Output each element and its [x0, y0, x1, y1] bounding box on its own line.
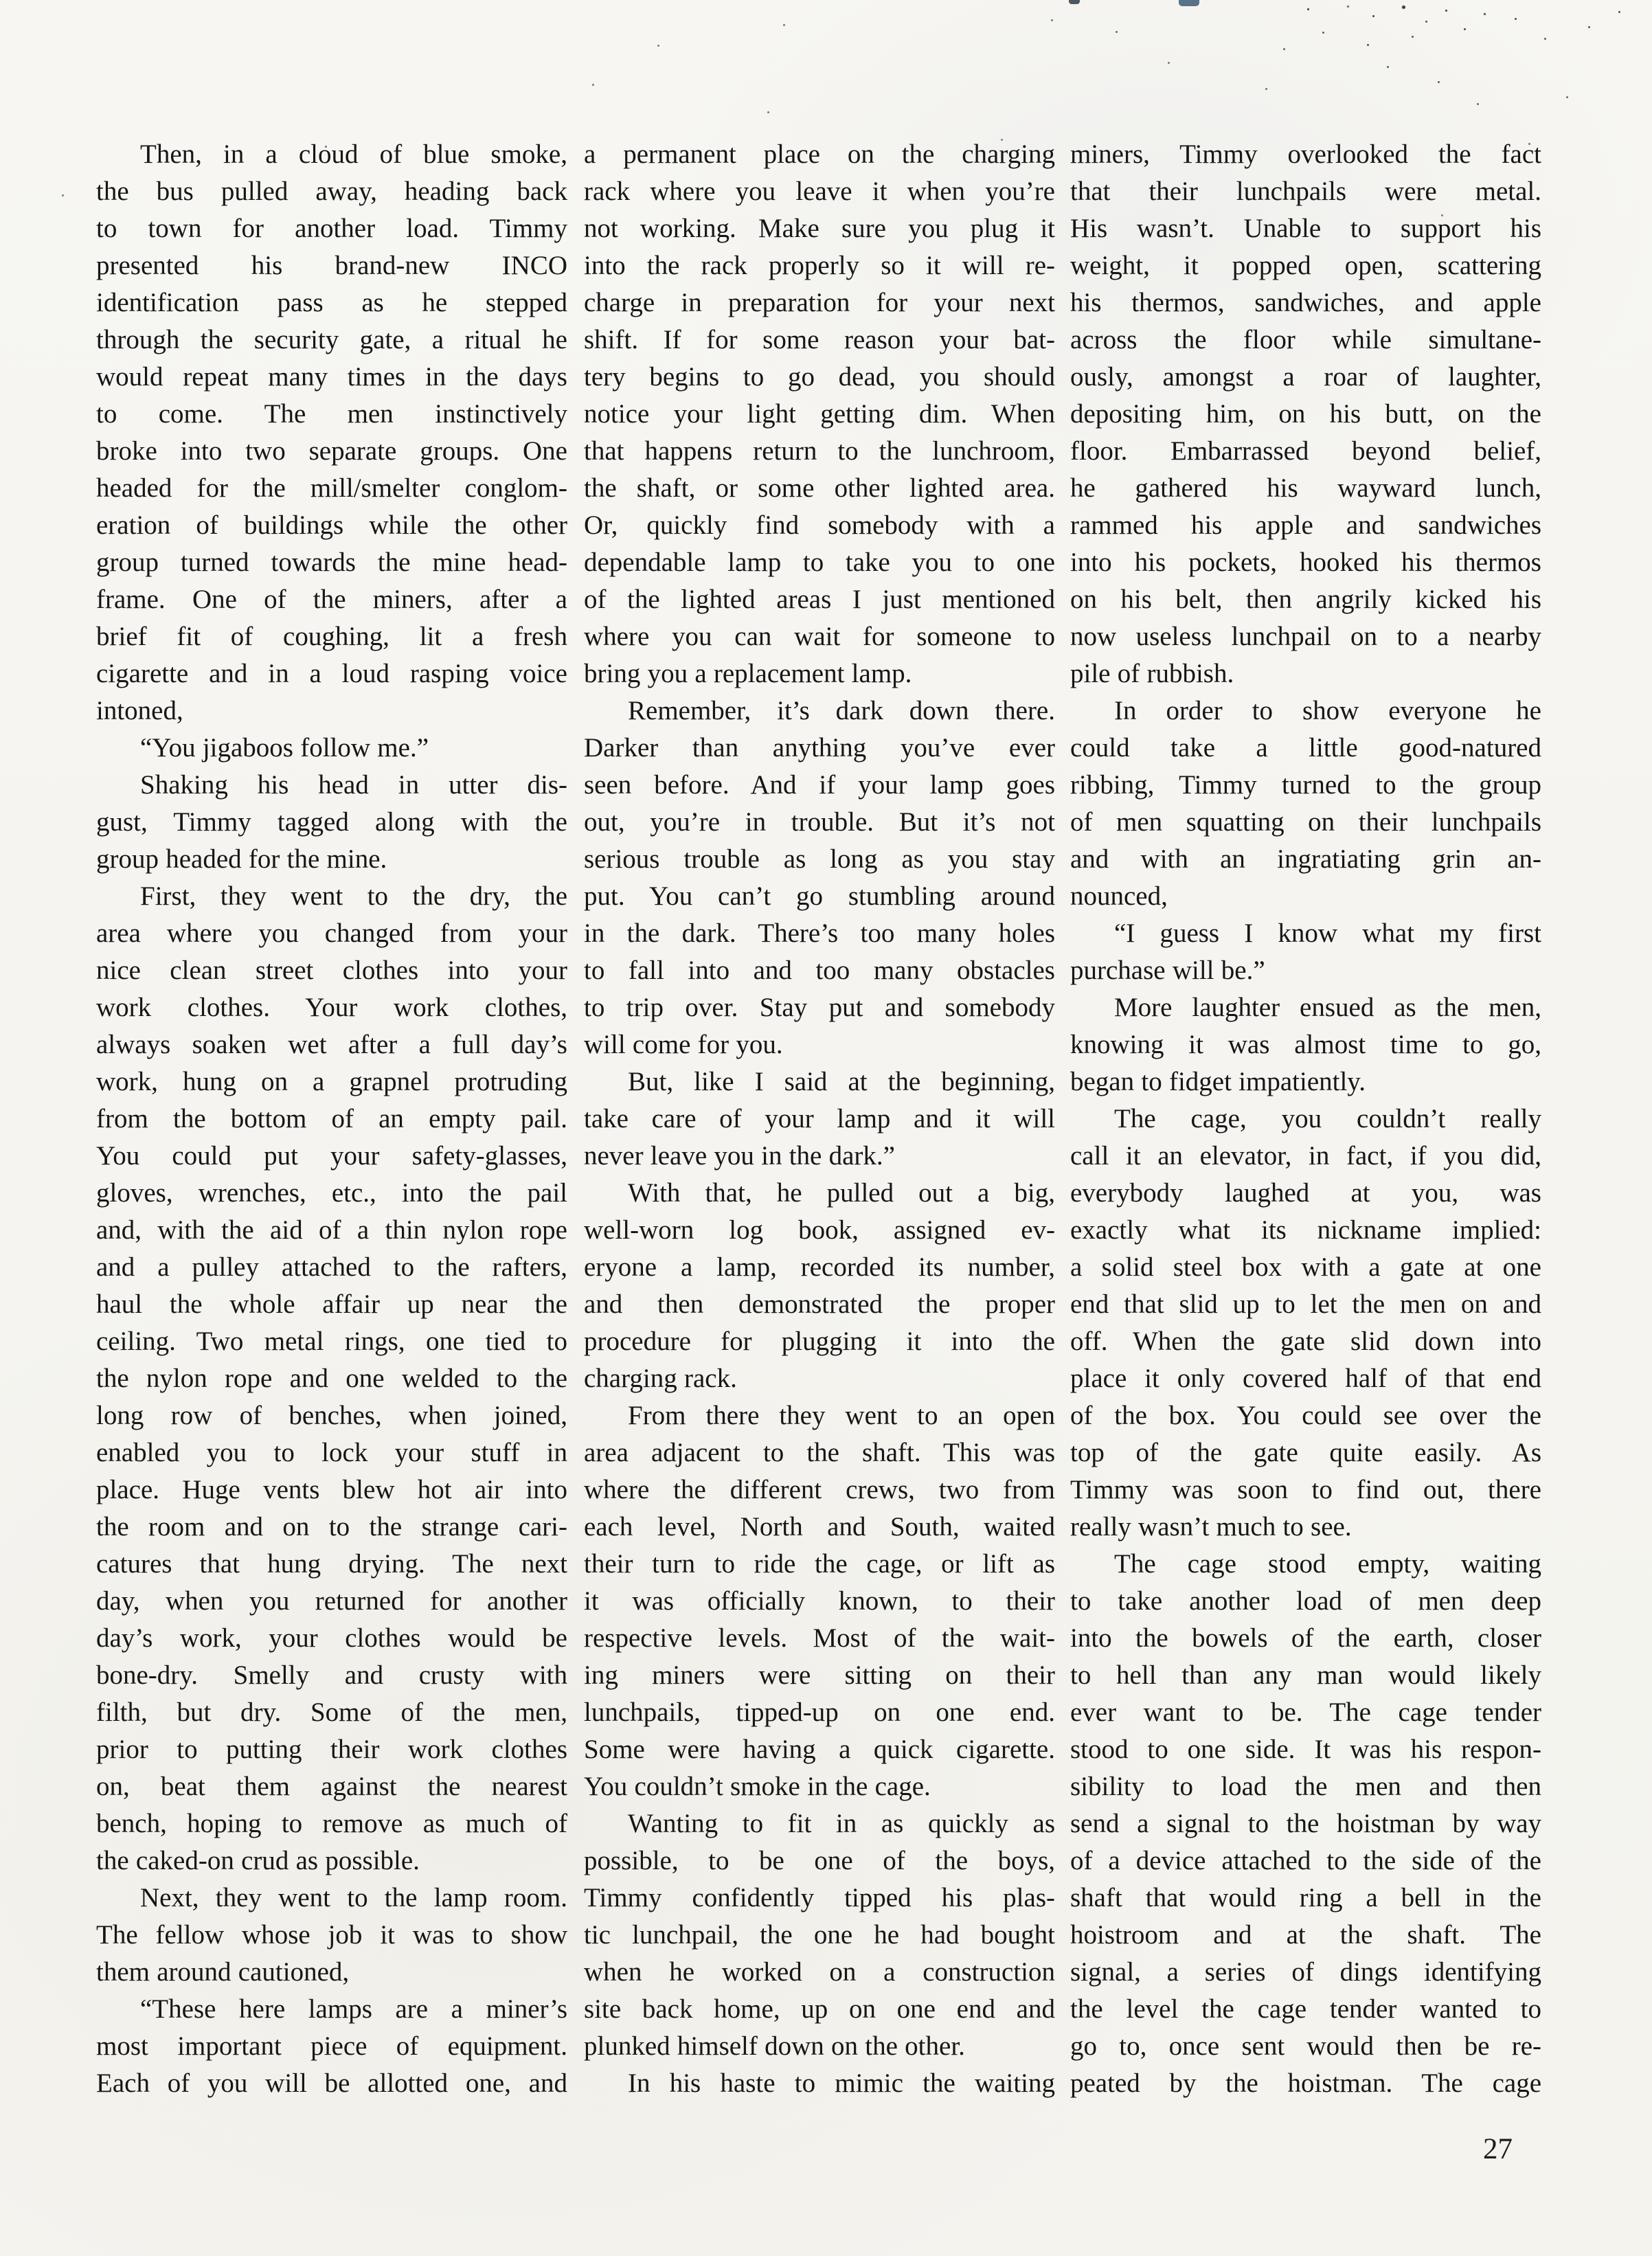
- text-line: tic lunchpail, the one he had bought: [584, 1920, 1055, 1950]
- text-line: their turn to ride the cage, or lift as: [584, 1549, 1055, 1579]
- text-line: through the security gate, a ritual he: [96, 325, 567, 354]
- text-line: to trip over. Stay put and somebody: [584, 993, 1055, 1022]
- text-line: presented his brand-new INCO: [96, 251, 567, 280]
- text-line: into the rack properly so it will re-: [584, 251, 1055, 280]
- text-line: cigarette and in a loud rasping voice: [96, 659, 567, 688]
- text-line: the level the cage tender wanted to: [1070, 1994, 1541, 2024]
- text-column-3: [1070, 136, 1541, 2102]
- text-line: day, when you returned for another: [96, 1586, 567, 1616]
- text-line: now useless lunchpail on to a nearby: [1070, 622, 1541, 651]
- text-line: of the lighted areas I just mentioned: [584, 585, 1055, 614]
- text-line: With that, he pulled out a big,: [628, 1178, 1055, 1208]
- text-line: always soaken wet after a full day’s: [96, 1030, 567, 1059]
- text-line: You could put your safety-glasses,: [96, 1141, 567, 1171]
- text-line: miners, Timmy overlooked the fact: [1070, 139, 1541, 169]
- text-line: the bus pulled away, heading back: [96, 177, 567, 206]
- text-line: intoned,: [96, 696, 183, 725]
- text-line: headed for the mill/smelter conglom-: [96, 473, 567, 503]
- text-line: where the different crews, two from: [584, 1475, 1055, 1504]
- text-line: Each of you will be allotted one, and: [96, 2068, 567, 2098]
- text-line: The cage, you couldn’t really: [1114, 1104, 1541, 1133]
- text-line: across the floor while simultane-: [1070, 325, 1541, 354]
- text-line: would repeat many times in the days: [96, 362, 567, 392]
- scan-smudge: [1069, 0, 1080, 4]
- text-line: hoistroom and at the shaft. The: [1070, 1920, 1541, 1950]
- scan-speckles: [0, 0, 2, 2]
- text-line: could take a little good-natured: [1070, 733, 1541, 763]
- text-line: long row of benches, when joined,: [96, 1401, 567, 1430]
- text-line: of men squatting on their lunchpails: [1070, 807, 1541, 837]
- text-line: pile of rubbish.: [1070, 659, 1234, 688]
- text-line: to hell than any man would likely: [1070, 1660, 1541, 1690]
- text-line: to town for another load. Timmy: [96, 214, 567, 243]
- text-line: enabled you to lock your stuff in: [96, 1438, 567, 1467]
- text-line: he gathered his wayward lunch,: [1070, 473, 1541, 503]
- text-line: The cage stood empty, waiting: [1114, 1549, 1541, 1579]
- text-line: and with an ingratiating grin an-: [1070, 844, 1541, 874]
- text-line: More laughter ensued as the men,: [1114, 993, 1541, 1022]
- text-line: area where you changed from your: [96, 918, 567, 948]
- text-line: will come for you.: [584, 1030, 783, 1059]
- text-line: to come. The men instinctively: [96, 399, 567, 429]
- text-line: to take another load of men deep: [1070, 1586, 1541, 1616]
- text-line: eration of buildings while the other: [96, 510, 567, 540]
- text-line: into his pockets, hooked his thermos: [1070, 548, 1541, 577]
- text-line: area adjacent to the shaft. This was: [584, 1438, 1055, 1467]
- text-line: rack where you leave it when you’re: [584, 177, 1055, 206]
- text-line: From there they went to an open: [628, 1401, 1055, 1430]
- text-line: each level, North and South, waited: [584, 1512, 1055, 1542]
- text-line: purchase will be.”: [1070, 956, 1265, 985]
- text-line: shift. If for some reason your bat-: [584, 325, 1055, 354]
- text-line: go to, once sent would then be re-: [1070, 2031, 1541, 2061]
- text-line: notice your light getting dim. When: [584, 399, 1055, 429]
- text-line: respective levels. Most of the wait-: [584, 1623, 1055, 1653]
- text-line: eryone a lamp, recorded its number,: [584, 1252, 1055, 1282]
- text-line: signal, a series of dings identifying: [1070, 1957, 1541, 1987]
- text-line: began to fidget impatiently.: [1070, 1067, 1366, 1096]
- text-line: filth, but dry. Some of the men,: [96, 1697, 567, 1727]
- text-line: bring you a replacement lamp.: [584, 659, 912, 688]
- text-line: serious trouble as long as you stay: [584, 844, 1055, 874]
- text-line: weight, it popped open, scattering: [1070, 251, 1541, 280]
- text-line: Some were having a quick cigarette.: [584, 1735, 1055, 1764]
- text-line: that happens return to the lunchroom,: [584, 436, 1055, 466]
- text-line: work clothes. Your work clothes,: [96, 993, 567, 1022]
- text-line: procedure for plugging it into the: [584, 1327, 1055, 1356]
- text-line: peated by the hoistman. The cage: [1070, 2068, 1541, 2098]
- text-line: catures that hung drying. The next: [96, 1549, 567, 1579]
- text-line: out, you’re in trouble. But it’s not: [584, 807, 1055, 837]
- text-line: identification pass as he stepped: [96, 288, 567, 317]
- text-line: possible, to be one of the boys,: [584, 1846, 1055, 1875]
- text-line: well-worn log book, assigned ev-: [584, 1215, 1055, 1245]
- text-line: site back home, up on one end and: [584, 1994, 1055, 2024]
- text-line: the caked-on crud as possible.: [96, 1846, 420, 1875]
- text-line: of the box. You could see over the: [1070, 1401, 1541, 1430]
- text-line: that their lunchpails were metal.: [1070, 177, 1541, 206]
- text-line: knowing it was almost time to go,: [1070, 1030, 1541, 1059]
- text-line: into the bowels of the earth, closer: [1070, 1623, 1541, 1653]
- text-line: frame. One of the miners, after a: [96, 585, 567, 614]
- text-line: plunked himself down on the other.: [584, 2031, 965, 2061]
- text-line: most important piece of equipment.: [96, 2031, 567, 2061]
- text-line: and then demonstrated the proper: [584, 1289, 1055, 1319]
- text-line: “These here lamps are a miner’s: [140, 1994, 567, 2024]
- text-line: sibility to load the men and then: [1070, 1772, 1541, 1801]
- text-line: shaft that would ring a bell in the: [1070, 1883, 1541, 1913]
- text-line: bone-dry. Smelly and crusty with: [96, 1660, 567, 1690]
- text-line: not working. Make sure you plug it: [584, 214, 1055, 243]
- text-line: really wasn’t much to see.: [1070, 1512, 1352, 1542]
- text-line: Shaking his head in utter dis-: [140, 770, 567, 800]
- text-line: nounced,: [1070, 881, 1168, 911]
- text-line: it was officially known, to their: [584, 1586, 1055, 1616]
- text-line: depositing him, on his butt, on the: [1070, 399, 1541, 429]
- text-line: Wanting to fit in as quickly as: [628, 1809, 1055, 1838]
- text-line: from the bottom of an empty pail.: [96, 1104, 567, 1133]
- text-line: bench, hoping to remove as much of: [96, 1809, 567, 1838]
- text-line: everybody laughed at you, was: [1070, 1178, 1541, 1208]
- text-line: a permanent place on the charging: [584, 139, 1055, 169]
- page-number: 27: [1483, 2133, 1513, 2165]
- text-line: seen before. And if your lamp goes: [584, 770, 1055, 800]
- text-line: rammed his apple and sandwiches: [1070, 510, 1541, 540]
- text-line: charging rack.: [584, 1364, 737, 1393]
- text-line: ously, amongst a roar of laughter,: [1070, 362, 1541, 392]
- text-line: You couldn’t smoke in the cage.: [584, 1772, 931, 1801]
- text-line: day’s work, your clothes would be: [96, 1623, 567, 1653]
- text-column-1: [96, 136, 567, 2102]
- text-line: of a device attached to the side of the: [1070, 1846, 1541, 1875]
- text-line: never leave you in the dark.”: [584, 1141, 895, 1171]
- text-line: his thermos, sandwiches, and apple: [1070, 288, 1541, 317]
- text-line: Next, they went to the lamp room.: [140, 1883, 567, 1913]
- text-line: where you can wait for someone to: [584, 622, 1055, 651]
- text-line: “I guess I know what my first: [1114, 918, 1541, 948]
- text-line: In order to show everyone he: [1114, 696, 1541, 725]
- text-line: and a pulley attached to the rafters,: [96, 1252, 567, 1282]
- text-line: top of the gate quite easily. As: [1070, 1438, 1541, 1467]
- text-line: and, with the aid of a thin nylon rope: [96, 1215, 567, 1245]
- text-line: end that slid up to let the men on and: [1070, 1289, 1541, 1319]
- text-line: stood to one side. It was his respon-: [1070, 1735, 1541, 1764]
- text-line: put. You can’t go stumbling around: [584, 881, 1055, 911]
- text-line: call it an elevator, in fact, if you did,: [1070, 1141, 1541, 1171]
- scan-smudge: [1179, 0, 1199, 6]
- text-line: But, like I said at the beginning,: [628, 1067, 1055, 1096]
- text-line: the shaft, or some other lighted area.: [584, 473, 1055, 503]
- text-line: Timmy was soon to find out, there: [1070, 1475, 1541, 1504]
- text-line: In his haste to mimic the waiting: [628, 2068, 1055, 2098]
- text-line: group headed for the mine.: [96, 844, 387, 874]
- text-line: haul the whole affair up near the: [96, 1289, 567, 1319]
- text-column-2: [584, 136, 1055, 2102]
- text-line: ceiling. Two metal rings, one tied to: [96, 1327, 567, 1356]
- text-line: charge in preparation for your next: [584, 288, 1055, 317]
- text-line: brief fit of coughing, lit a fresh: [96, 622, 567, 651]
- text-line: to fall into and too many obstacles: [584, 956, 1055, 985]
- text-line: on, beat them against the nearest: [96, 1772, 567, 1801]
- text-line: Remember, it’s dark down there.: [628, 696, 1055, 725]
- text-line: them around cautioned,: [96, 1957, 350, 1987]
- text-line: place it only covered half of that end: [1070, 1364, 1541, 1393]
- text-line: ribbing, Timmy turned to the group: [1070, 770, 1541, 800]
- text-line: gust, Timmy tagged along with the: [96, 807, 567, 837]
- text-line: the nylon rope and one welded to the: [96, 1364, 567, 1393]
- text-line: send a signal to the hoistman by way: [1070, 1809, 1541, 1838]
- text-line: ing miners were sitting on their: [584, 1660, 1055, 1690]
- text-line: the room and on to the strange cari-: [96, 1512, 567, 1542]
- text-line: off. When the gate slid down into: [1070, 1327, 1541, 1356]
- text-line: prior to putting their work clothes: [96, 1735, 567, 1764]
- text-line: group turned towards the mine head-: [96, 548, 567, 577]
- text-line: place. Huge vents blew hot air into: [96, 1475, 567, 1504]
- text-line: First, they went to the dry, the: [140, 881, 567, 911]
- text-line: tery begins to go dead, you should: [584, 362, 1055, 392]
- text-line: dependable lamp to take you to one: [584, 548, 1055, 577]
- text-line: a solid steel box with a gate at one: [1070, 1252, 1541, 1282]
- text-line: broke into two separate groups. One: [96, 436, 567, 466]
- text-line: on his belt, then angrily kicked his: [1070, 585, 1541, 614]
- text-line: His wasn’t. Unable to support his: [1070, 214, 1541, 243]
- text-line: gloves, wrenches, etc., into the pail: [96, 1178, 567, 1208]
- text-line: Timmy confidently tipped his plas-: [584, 1883, 1055, 1913]
- text-line: when he worked on a construction: [584, 1957, 1055, 1987]
- text-line: Then, in a cloud of blue smoke,: [140, 139, 567, 169]
- text-line: take care of your lamp and it will: [584, 1104, 1055, 1133]
- text-line: floor. Embarrassed beyond belief,: [1070, 436, 1541, 466]
- text-line: in the dark. There’s too many holes: [584, 918, 1055, 948]
- text-line: “You jigaboos follow me.”: [140, 733, 429, 763]
- text-line: work, hung on a grapnel protruding: [96, 1067, 567, 1096]
- text-line: The fellow whose job it was to show: [96, 1920, 567, 1950]
- text-line: Or, quickly find somebody with a: [584, 510, 1055, 540]
- text-line: ever want to be. The cage tender: [1070, 1697, 1541, 1727]
- text-line: exactly what its nickname implied:: [1070, 1215, 1541, 1245]
- text-line: Darker than anything you’ve ever: [584, 733, 1055, 763]
- text-line: nice clean street clothes into your: [96, 956, 567, 985]
- text-line: lunchpails, tipped-up on one end.: [584, 1697, 1055, 1727]
